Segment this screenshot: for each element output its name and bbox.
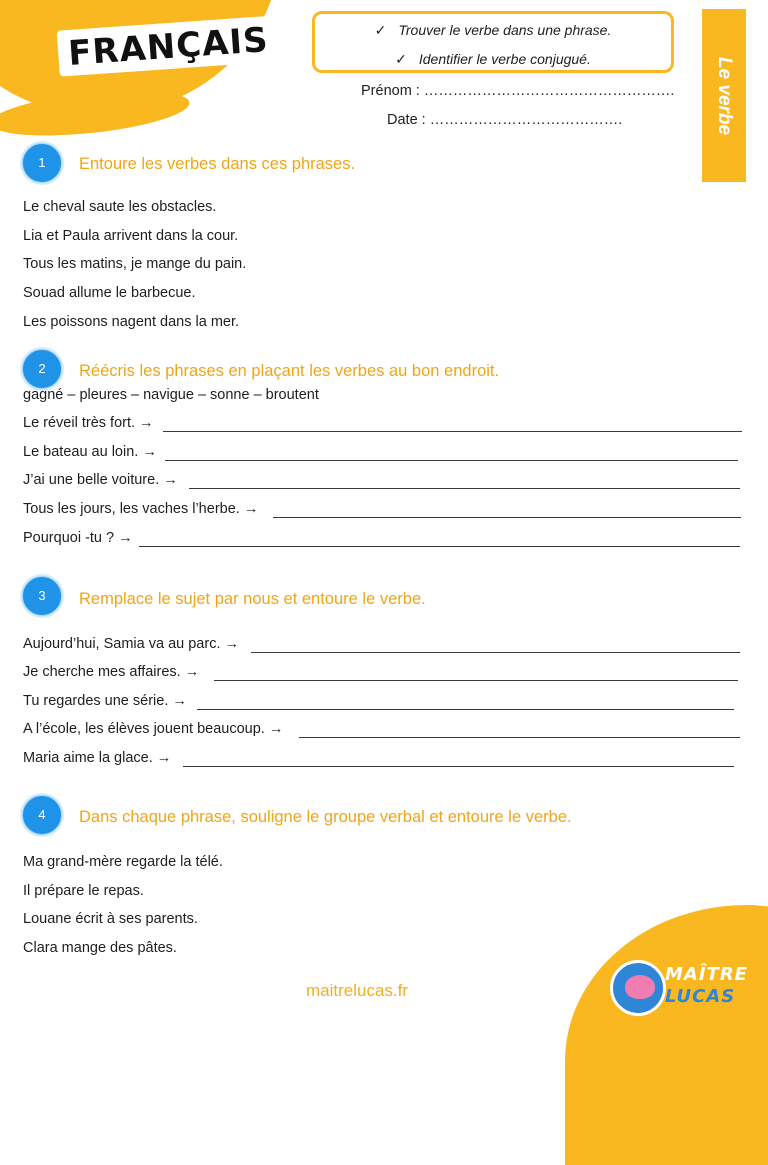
sentence-line: Les poissons nagent dans la mer. — [23, 314, 240, 330]
objective-text: Identifier le verbe conjugué. — [418, 51, 591, 67]
sentence-line: Aujourd’hui, Samia va au parc. → — [23, 636, 239, 652]
answer-line[interactable] — [183, 766, 734, 767]
date-field[interactable]: Date : …………………………………. — [387, 112, 623, 128]
answer-line[interactable] — [189, 488, 740, 489]
exercise-title: Réécris les phrases en plaçant les verbes au bon endroit. — [79, 362, 500, 380]
answer-line[interactable] — [139, 546, 740, 547]
topic-label: Le verbe — [714, 56, 735, 135]
footer-decoration — [565, 905, 768, 1165]
exercise-number-badge: 4 — [22, 795, 62, 835]
exercise-title: Entoure les verbes dans ces phrases. — [79, 155, 356, 173]
logo-text-line2: LUCAS — [665, 986, 736, 1007]
check-icon: ✓ — [374, 22, 387, 38]
answer-line[interactable] — [197, 709, 734, 710]
sentence-line: Tous les matins, je mange du pain. — [23, 256, 247, 272]
objective-text: Trouver le verbe dans une phrase. — [398, 22, 612, 38]
sentence-line: Tu regardes une série. → — [23, 693, 187, 709]
exercise-number-badge: 3 — [22, 576, 62, 616]
sentence-line: Le réveil très fort. → — [23, 415, 154, 431]
exercise-number-badge: 2 — [22, 349, 62, 389]
sentence-line: Louane écrit à ses parents. — [23, 911, 198, 927]
answer-line[interactable] — [251, 652, 740, 653]
subject-title: FRANÇAIS — [57, 15, 280, 76]
answer-line[interactable] — [163, 431, 742, 432]
first-name-field[interactable]: Prénom : ……………………………………………. — [361, 83, 675, 99]
answer-line[interactable] — [165, 460, 738, 461]
answer-line[interactable] — [273, 517, 741, 518]
brain-icon — [625, 975, 655, 999]
sentence-line: Tous les jours, les vaches l’herbe. → — [23, 501, 259, 517]
objectives-box — [312, 11, 674, 73]
brand-logo — [605, 958, 755, 1018]
sentence-line: Le bateau au loin. → — [23, 444, 157, 460]
sentence-line: Ma grand-mère regarde la télé. — [23, 854, 223, 870]
exercise-number-badge: 1 — [22, 143, 62, 183]
logo-text-line1: MAÎTRE — [665, 964, 748, 985]
sentence-line: Je cherche mes affaires. → — [23, 664, 200, 680]
exercise-title: Remplace le sujet par nous et entoure le verbe. — [79, 590, 426, 608]
sentence-line: Lia et Paula arrivent dans la cour. — [23, 228, 239, 244]
sentence-line: Il prépare le repas. — [23, 883, 144, 899]
sentence-line: Pourquoi -tu ? → — [23, 530, 133, 546]
objective-item — [315, 22, 671, 39]
sentence-line: Souad allume le barbecue. — [23, 285, 196, 301]
exercise-title: Dans chaque phrase, souligne le groupe verbal et entoure le verbe. — [79, 808, 572, 826]
answer-line[interactable] — [214, 680, 738, 681]
sentence-line: Maria aime la glace. → — [23, 750, 172, 766]
brain-logo-icon — [610, 960, 666, 1016]
objective-item — [315, 51, 671, 68]
sentence-line: Le cheval saute les obstacles. — [23, 199, 217, 215]
check-icon: ✓ — [395, 51, 407, 67]
footer-site-link[interactable]: maitrelucas.fr — [305, 981, 409, 1000]
answer-line[interactable] — [299, 737, 740, 738]
sentence-line: J’ai une belle voiture. → — [23, 472, 178, 488]
sentence-line: A l’école, les élèves jouent beaucoup. → — [23, 721, 284, 737]
word-bank: gagné – pleures – navigue – sonne – broutent — [23, 387, 319, 403]
sentence-line: Clara mange des pâtes. — [23, 940, 177, 956]
topic-side-tab — [702, 9, 746, 182]
